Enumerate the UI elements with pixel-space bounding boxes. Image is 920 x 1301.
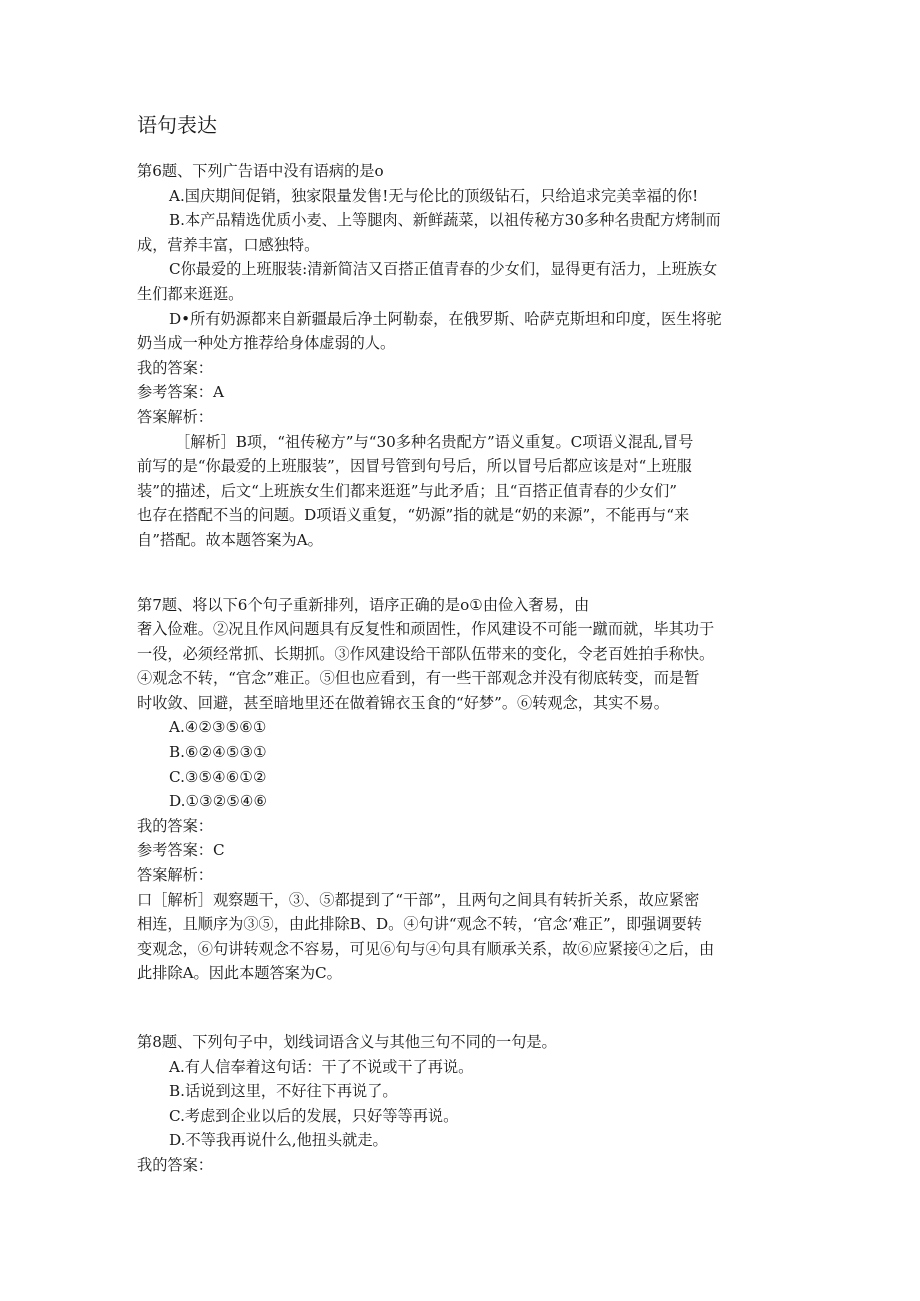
option-b: B.本产品精选优质小麦、上等腿肉、新鲜蔬菜，以祖传秘方30多种名贵配方烤制而 <box>169 211 721 230</box>
option-d: D•所有奶源都来自新疆最后净土阿勒泰，在俄罗斯、哈萨克斯坦和印度，医生将驼 <box>169 309 722 328</box>
question-stem-cont: 一役，必须经常抓、长期抓。③作风建设给干部队伍带来的变化，令老百姓拍手称快。 <box>137 644 715 663</box>
question-7 <box>137 593 785 987</box>
my-answer-label: 我的答案： <box>137 358 213 377</box>
option-b: B.⑥②④⑤③① <box>169 743 267 762</box>
option-a: A.④②③⑤⑥① <box>169 718 267 737</box>
spacer <box>137 553 785 593</box>
question-8 <box>137 1030 785 1178</box>
reference-answer: 参考答案：C <box>137 841 225 860</box>
option-d: D.不等我再说什么,他扭头就走。 <box>169 1131 388 1150</box>
question-stem-cont: 奢入俭难。②况且作风问题具有反复性和顽固性，作风建设不可能一蹴而就，毕其功于 <box>137 620 715 639</box>
option-c: C.③⑤④⑥①② <box>169 767 267 786</box>
option-d: D.①③②⑤④⑥ <box>169 792 268 811</box>
question-stem: 第7题、将以下6个句子重新排列，语序正确的是o①由俭入奢易，由 <box>137 595 590 614</box>
my-answer-label: 我的答案： <box>137 816 213 835</box>
analysis-line: 也存在搭配不当的问题。D项语义重复，“奶源”指的就是“奶的来源”，不能再与“来 <box>137 506 690 525</box>
analysis-line: 口［解析］观察题干，③、⑤都提到了“干部”，且两句之间具有转折关系，故应紧密 <box>137 890 700 909</box>
question-6 <box>137 159 785 553</box>
option-d-cont: 奶当成一种处方推荐给身体虚弱的人。 <box>137 334 396 353</box>
analysis-line: 此排除A。因此本题答案为C。 <box>137 964 342 983</box>
analysis-label: 答案解析： <box>137 407 213 426</box>
reference-answer: 参考答案：A <box>137 383 224 402</box>
question-stem-cont: 时收敛、回避，甚至暗地里还在做着锦衣玉食的“好梦”。⑥转观念，其实不易。 <box>137 693 669 712</box>
option-c-cont: 生们都来逛逛。 <box>137 284 244 303</box>
analysis-line: 相连，且顺序为③⑤，由此排除B、D。④句讲“观念不转，‘官念’难正”，即强调要转 <box>137 915 702 934</box>
option-b-cont: 成，营养丰富，口感独特。 <box>137 235 320 254</box>
my-answer-label: 我的答案： <box>137 1155 213 1174</box>
analysis-line: 自”搭配。故本题答案为A。 <box>137 530 323 549</box>
option-a: A.国庆期间促销，独家限量发售!无与伦比的顶级钻石，只给追求完美幸福的你! <box>169 186 699 205</box>
analysis-line: 前写的是“你最爱的上班服装”，因冒号管到句号后，所以冒号后都应该是对“上班服 <box>137 457 692 476</box>
option-a: A.有人信奉着这句话：干了不说或干了再说。 <box>169 1057 474 1076</box>
option-c: C你最爱的上班服装:清新简洁又百搭正值青春的少女们，显得更有活力，上班族女 <box>169 260 718 279</box>
option-c: C.考虑到企业以后的发展，只好等等再说。 <box>169 1106 459 1125</box>
question-stem-cont: ④观念不转，“官念”难正。⑤但也应看到，有一些干部观念并没有彻底转变，而是暂 <box>137 669 700 688</box>
document-page <box>137 112 785 1178</box>
option-b: B.话说到这里，不好往下再说了。 <box>169 1082 398 1101</box>
question-stem: 第6题、下列广告语中没有语病的是o <box>137 162 384 180</box>
analysis-line: 变观念，⑥句讲转观念不容易，可见⑥句与④句具有顺承关系，故⑥应紧接④之后，由 <box>137 939 715 958</box>
analysis-line: 装”的描述，后文“上班族女生们都来逛逛”与此矛盾；且“百搭正值青春的少女们” <box>137 481 678 500</box>
analysis-line: ［解析］B项，“祖传秘方”与“30多种名贵配方”语义重复。C项语义混乱,冒号 <box>175 432 694 451</box>
question-stem: 第8题、下列句子中，划线词语含义与其他三句不同的一句是。 <box>137 1033 557 1051</box>
page-title: 语句表达 <box>137 113 217 137</box>
analysis-label: 答案解析： <box>137 866 213 885</box>
spacer <box>137 986 785 1030</box>
